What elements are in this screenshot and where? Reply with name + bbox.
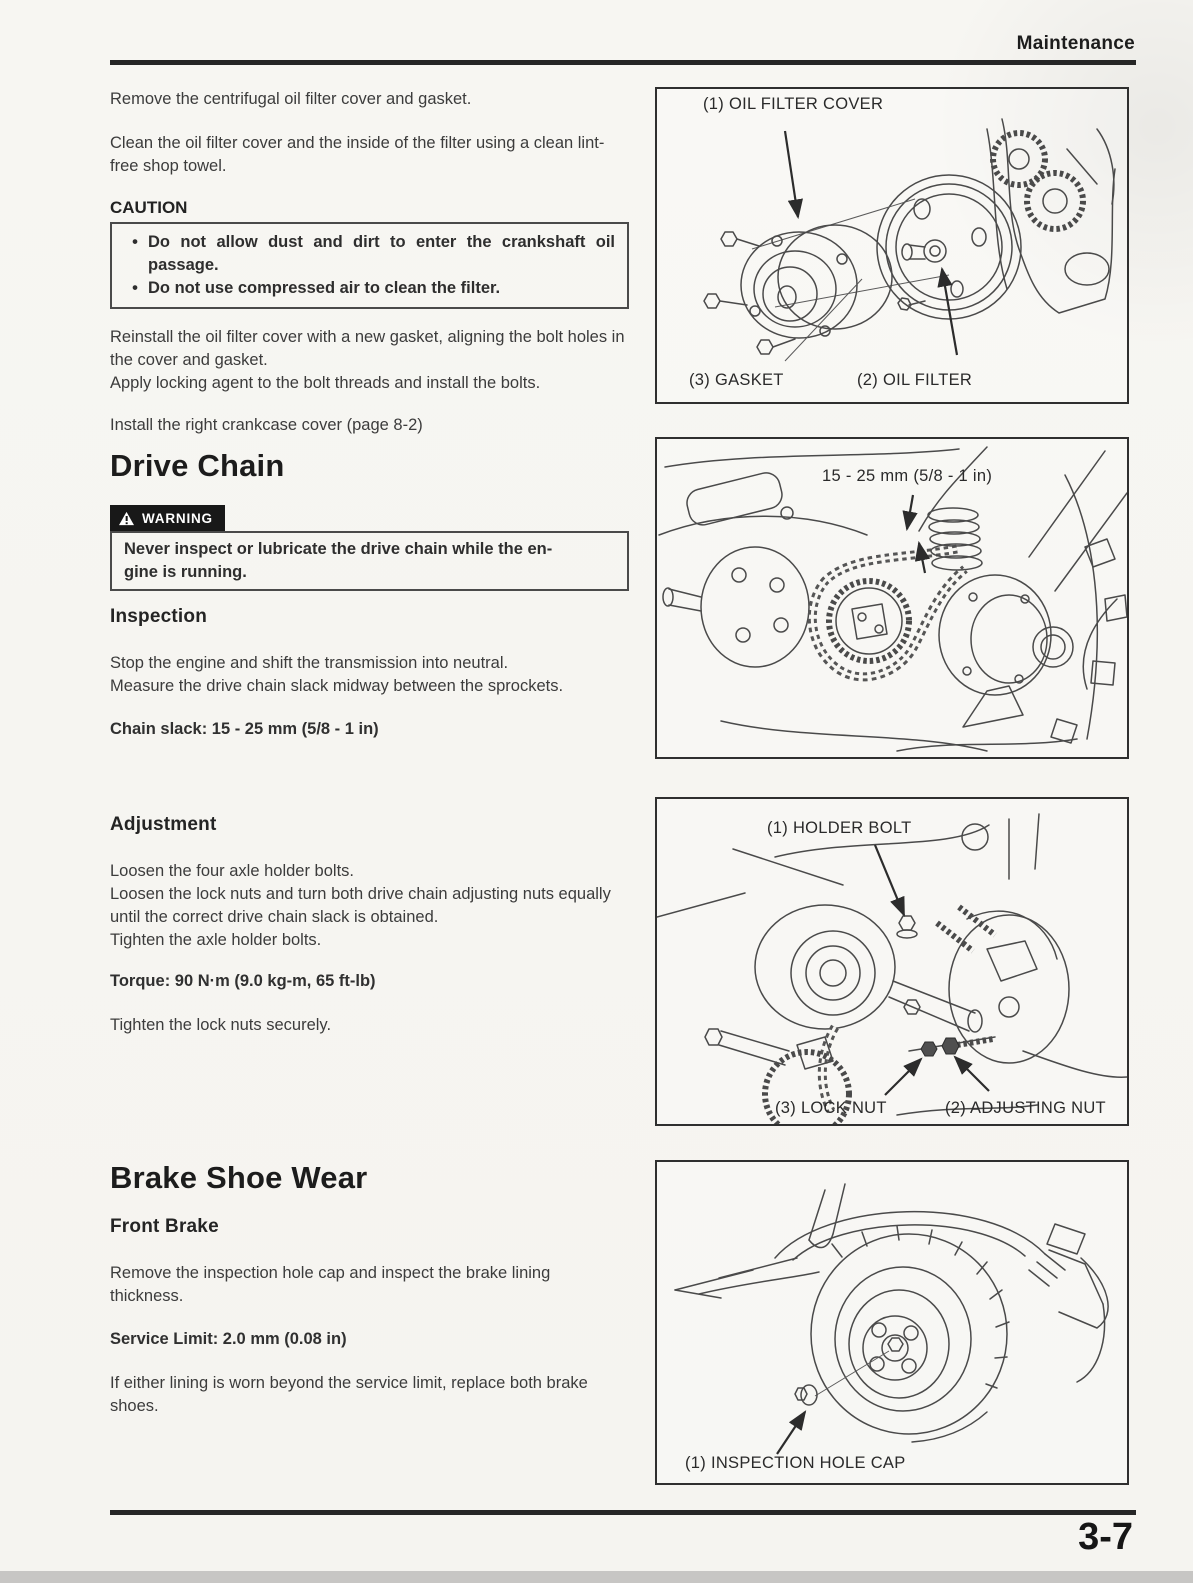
spec-chain-slack: Chain slack: 15 - 25 mm (5/8 - 1 in) — [110, 720, 379, 738]
figure-label-lock-nut: (3) LOCK NUT — [775, 1099, 887, 1117]
paragraph-inspection: Stop the engine and shift the transmission into neutral. Measure the drive chain slack midway between the sprockets. — [110, 654, 564, 695]
tire-tread — [832, 1226, 1009, 1442]
paragraph-clean-filter: Clean the oil filter cover and the inside of the filter using a clean lint-free shop towel. — [110, 134, 605, 175]
warning-triangle-icon — [118, 511, 135, 526]
chain-adjusters-illustration — [657, 799, 1127, 1124]
figure-label-holder-bolt: (1) HOLDER BOLT — [767, 819, 912, 837]
shock-spring — [928, 508, 982, 570]
header-rule — [110, 60, 1136, 65]
figure-label-oil-filter: (2) OIL FILTER — [857, 371, 973, 389]
bullet-icon — [122, 231, 148, 277]
bullet-icon — [122, 277, 148, 300]
warning-badge — [110, 505, 225, 531]
scan-edge-band — [0, 1571, 1193, 1583]
figure-label-chain-slack-range: 15 - 25 mm (5/8 - 1 in) — [822, 467, 993, 485]
paragraph-adjustment: Loosen the four axle holder bolts. Loosen the lock nuts and turn both drive chain adjusting nuts equally until the correct drive chain slack is obtained. Tighten the axle holder bolts. — [110, 862, 611, 949]
paragraph-install-crankcase: Install the right crankcase cover (page 8-2) — [110, 416, 423, 434]
warning-box: Never inspect or lubricate the drive chain while the en- gine is running. — [110, 531, 629, 591]
footer-rule — [110, 1510, 1136, 1515]
paragraph-inspection-hole: Remove the inspection hole cap and inspect the brake lining thickness. — [110, 1264, 551, 1305]
subsection-front-brake: Front Brake — [110, 1216, 219, 1237]
figure-chain-adjusters — [655, 797, 1129, 1126]
figure-chain-slack — [655, 437, 1129, 759]
spec-service-limit: Service Limit: 2.0 mm (0.08 in) — [110, 1330, 347, 1348]
caution-heading: CAUTION — [110, 198, 188, 217]
paragraph-reinstall: Reinstall the oil filter cover with a new gasket, aligning the bolt holes in the cover and gasket. Apply locking agent to the bolt threads and install the bolts. — [110, 328, 625, 392]
subsection-adjustment: Adjustment — [110, 814, 217, 835]
section-title-brake-shoe-wear: Brake Shoe Wear — [110, 1160, 368, 1195]
spec-torque: Torque: 90 N·m (9.0 kg-m, 65 ft-lb) — [110, 972, 376, 990]
figure-front-wheel — [655, 1160, 1129, 1485]
figure-label-adjusting-nut: (2) ADJUSTING NUT — [945, 1099, 1106, 1117]
subsection-inspection: Inspection — [110, 606, 208, 627]
caution-item: • Do not allow dust and dirt to enter the crankshaft oil passage. — [122, 231, 615, 277]
drive-chain-illustration — [657, 439, 1127, 757]
page-header-title: Maintenance — [1016, 33, 1135, 54]
paragraph-replace-shoes: If either lining is worn beyond the service limit, replace both brake shoes. — [110, 1374, 588, 1415]
section-title-drive-chain: Drive Chain — [110, 448, 285, 483]
warning-badge-label: WARNING — [142, 510, 213, 526]
paragraph-remove-cover: Remove the centrifugal oil filter cover and gasket. — [110, 90, 472, 108]
paragraph-tighten-lock-nuts: Tighten the lock nuts securely. — [110, 1016, 332, 1034]
page-number: 3-7 — [1078, 1516, 1133, 1558]
oil-filter-illustration — [657, 89, 1127, 402]
caution-box — [110, 222, 629, 309]
figure-label-gasket: (3) GASKET — [689, 371, 784, 389]
figure-oil-filter — [655, 87, 1129, 404]
footrest — [684, 470, 785, 528]
figure-label-inspection-hole-cap: (1) INSPECTION HOLE CAP — [685, 1454, 906, 1472]
figure-label-oil-filter-cover: (1) OIL FILTER COVER — [703, 95, 884, 113]
caution-item: • Do not use compressed air to clean the filter. — [122, 277, 615, 300]
front-wheel-illustration — [657, 1162, 1127, 1483]
